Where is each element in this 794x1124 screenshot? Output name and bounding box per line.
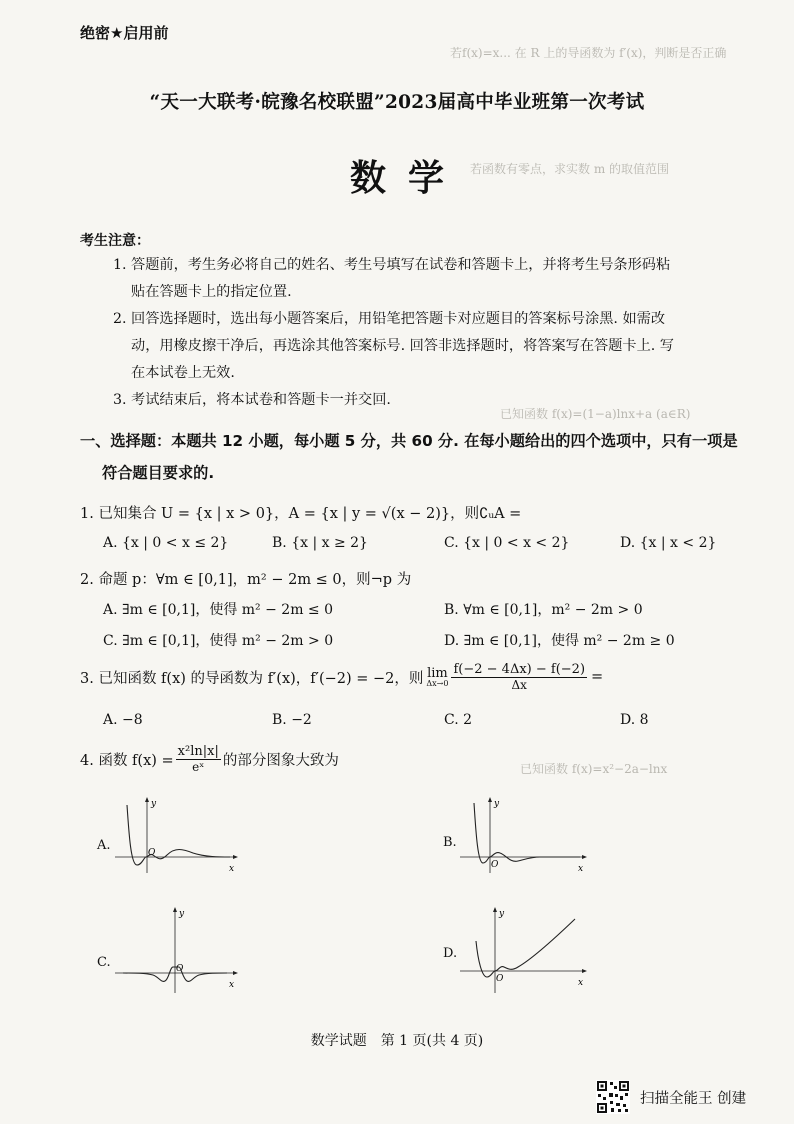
- question-2-option-d: D. ∃m ∈ [0,1]，使得 m² − 2m ≥ 0: [444, 633, 675, 649]
- graph-b-label: B.: [443, 835, 457, 850]
- question-1-option-a: A. {x | 0 < x ≤ 2}: [103, 535, 229, 551]
- question-4-fraction: $\frac{\text{x²ln|x|}}{\text{eˣ}}$: [177, 744, 219, 774]
- question-3-option-c: C. 2: [444, 712, 473, 728]
- question-2-option-c: C. ∃m ∈ [0,1]，使得 m² − 2m > 0: [103, 633, 334, 649]
- svg-text:x: x: [229, 980, 235, 990]
- graph-c: [115, 905, 240, 995]
- question-1-option-c: C. {x | 0 < x < 2}: [444, 535, 570, 551]
- bleed-through-text: 若函数有零点，求实数 m 的取值范围: [470, 162, 670, 176]
- svg-text:y: y: [151, 799, 157, 809]
- svg-text:x: x: [578, 864, 584, 874]
- scanner-watermark: [596, 1075, 746, 1119]
- bleed-through-text: 已知函数 f(x)=x²−2a−lnx: [520, 762, 668, 776]
- question-2-option-a: A. ∃m ∈ [0,1]，使得 m² − 2m ≤ 0: [103, 602, 334, 618]
- svg-text:y: y: [499, 909, 505, 919]
- svg-text:x: x: [578, 978, 584, 988]
- notice-item: 2. 回答选择题时，选出每小题答案后，用铅笔把答题卡对应题目的答案标号涂黑. 如需改: [113, 311, 666, 327]
- graph-c-label: C.: [97, 955, 111, 970]
- question-1-stem: 1. 已知集合 U = {x | x > 0}，A = {x | y = √(x − 2)}，则∁ᵤA =: [80, 506, 522, 522]
- scanner-credit: 扫描全能王 创建: [640, 1090, 747, 1107]
- svg-text:y: y: [494, 799, 500, 809]
- notice-item: 在本试卷上无效.: [131, 365, 235, 381]
- bleed-through-text: 若f(x)=x... 在 R 上的导函数为 f′(x)，判断是否正确: [450, 46, 727, 60]
- notice-item: 动，用橡皮擦干净后，再选涂其他答案标号. 回答非选择题时，将答案写在答题卡上. 写: [131, 338, 674, 354]
- question-3-option-b: B. −2: [272, 712, 312, 728]
- notice-heading: 考生注意：: [80, 233, 150, 249]
- question-1-option-d: D. {x | x < 2}: [620, 535, 717, 551]
- graph-b: [460, 795, 590, 875]
- notice-item: 1. 答题前，考生务必将自己的姓名、考生号填写在试卷和答题卡上，并将考生号条形码粘: [113, 257, 671, 273]
- page-footer: 数学试题 第 1 页(共 4 页): [310, 1033, 484, 1049]
- svg-text:x: x: [229, 864, 235, 874]
- limit-operator: lim Δx→0: [426, 666, 449, 688]
- graph-d: [460, 905, 590, 995]
- svg-text:O: O: [176, 964, 184, 974]
- bleed-through-text: 已知函数 f(x)=(1−a)lnx+a (a∈R): [500, 407, 691, 421]
- section-heading: 一、选择题：本题共 12 小题，每小题 5 分，共 60 分. 在每小题给出的四个选项中，只有一项是: [80, 432, 738, 450]
- svg-text:y: y: [179, 909, 185, 919]
- section-heading-cont: 符合题目要求的.: [102, 464, 215, 482]
- svg-text:O: O: [496, 974, 504, 984]
- question-3-option-a: A. −8: [103, 712, 143, 728]
- graph-a-label: A.: [97, 838, 111, 853]
- question-3-prefix: 3. 已知函数 f(x) 的导函数为 f′(x)，f′(−2) = −2，则: [80, 670, 424, 687]
- question-2-option-b: B. ∀m ∈ [0,1]，m² − 2m > 0: [444, 602, 643, 618]
- exam-title: “天一大联考·皖豫名校联盟”2023届高中毕业班第一次考试: [149, 92, 645, 113]
- question-3-fraction: $\frac{f(-2 - 4\Delta x) - f(-2)}{\Delta x}$: [453, 662, 586, 692]
- svg-text:O: O: [148, 848, 156, 858]
- graph-a: [115, 795, 240, 875]
- question-4-stem: 4. 函数 f(x) = $\frac{\text{x²ln|x|}}{\text{eˣ}}$ 的部分图象大致为: [80, 744, 339, 774]
- subject-title: 数学: [349, 157, 466, 199]
- notice-item: 3. 考试结束后，将本试卷和答题卡一并交回.: [113, 392, 391, 408]
- notice-item: 贴在答题卡上的指定位置.: [131, 284, 292, 300]
- confidential-mark: 绝密★启用前: [80, 24, 169, 42]
- question-3-stem: 3. 已知函数 f(x) 的导函数为 f′(x)，f′(−2) = −2，则 lim Δx→0 $\frac{f(-2 - 4\Delta x) - f(-2)}{\Delta x}$ =: [80, 662, 604, 692]
- qr-code-icon: [596, 1080, 630, 1114]
- graph-d-label: D.: [443, 946, 458, 961]
- question-3-option-d: D. 8: [620, 712, 649, 728]
- question-2-stem: 2. 命题 p：∀m ∈ [0,1]，m² − 2m ≤ 0，则¬p 为: [80, 572, 412, 588]
- question-1-option-b: B. {x | x ≥ 2}: [272, 535, 368, 551]
- svg-text:O: O: [491, 860, 499, 870]
